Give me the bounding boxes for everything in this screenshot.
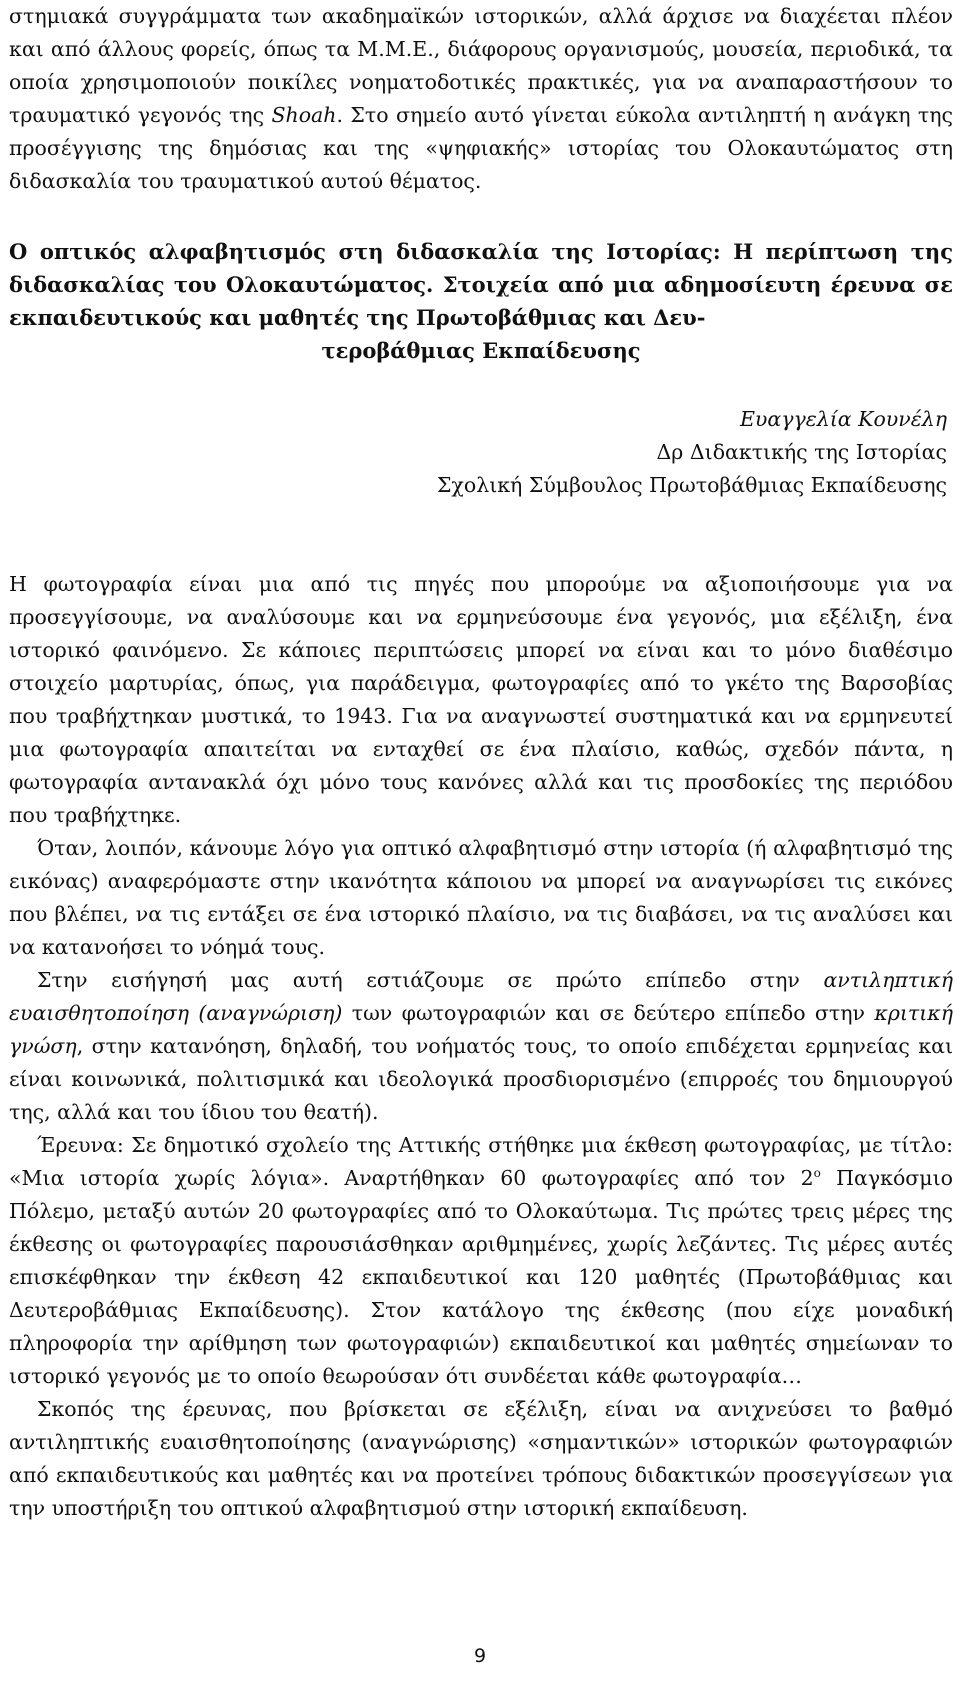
body-paragraph-5: Σκοπός της έρευνας, που βρίσκεται σε εξέλιξη, είναι να ανιχνεύσει το βαθμό αντιληπτικής ευαισθητοποίησης (αναγνώρισης) «σημαντικών» ιστορικών φωτογραφιών από εκπαιδευτικούς και μαθητές και να προτείνει τρόπους διδακτικών προσεγγίσεων για την υποστήριξη του οπτικού αλφαβητισμού στην ιστορική εκπαίδευση. [9,1397,953,1520]
heading-last-line: τεροβάθμιας Εκπαίδευσης [321,338,641,363]
body-paragraph-3 [9,964,953,1129]
intro-text-1: στημιακά συγγράμματα των ακαδημαϊκών ιστορικών, αλλά άρχισε να διαχέεται πλέον και από άλλους φορείς, όπως τα Μ.Μ.Ε., διάφορους οργανισμούς, μουσεία, περιοδικά, τα οποία χρησιμοποιούν ποικίλες νοηματοδοτικές πρακτικές, για να αναπαραστήσουν το τραυματικό γεγονός της [9,4,953,127]
intro-shoah-term: Shoah [271,103,337,127]
p3-text-3: , στην κατανόηση, δηλαδή, του νοήματός τους, το οποίο επιδέχεται ερμηνείας και είναι κοινωνικά, πολιτισμικά και ιδεολογικά προσδιορισμένο (επιρροές του δημιουργού της, αλλά και του ίδιου του θεατή). [9,1034,953,1124]
p4-superscript: ο [813,1166,821,1181]
author-role: Σχολική Σύμβουλος Πρωτοβάθμιας Εκπαίδευσης [436,473,947,497]
p4-text-1: Έρευνα: Σε δημοτικό σχολείο της Αττικής στήθηκε μια έκθεση φωτογραφίας, με τίτλο: «Μια ιστορία χωρίς λόγια». Αναρτήθηκαν 60 φωτογραφίες από τον 2 [9,1133,953,1190]
p3-emphasis-2: κριτική γνώση [9,1001,954,1058]
section-heading [9,235,953,367]
body-paragraph-4 [9,1129,953,1393]
author-title: Δρ Διδακτικής της Ιστορίας [656,440,947,464]
p3-text-2: των φωτογραφιών και σε δεύτερο επίπεδο στην [342,1001,875,1025]
author-block [9,403,953,502]
body-paragraph-2: Όταν, λοιπόν, κάνουμε λόγο για οπτικό αλφαβητισμό στην ιστορία (ή αλφαβητισμό της εικόνας) αναφερόμαστε στην ικανότητα κάποιου να μπορεί να αναγνωρίσει τις εικόνες που βλέπει, να τις εντάξει σε ένα ιστορικό πλαίσιο, να τις διαβάσει, να τις αναλύσει και να κατανοήσει το νόημά τους. [9,836,953,959]
body-paragraph-1: Η φωτογραφία είναι μια από τις πηγές που μπορούμε να αξιοποιήσουμε για να προσεγγίσουμε, να αναλύσουμε και να ερμηνεύσουμε ένα γεγονός, μια εξέλιξη, ένα ιστορικό φαινόμενο. Σε κάποιες περιπτώσεις μπορεί να είναι και το μόνο διαθέσιμο στοιχείο μαρτυρίας, όπως, για παράδειγμα, φωτογραφίες από το γκέτο της Βαρσοβίας που τραβήχτηκαν μυστικά, το 1943. Για να αναγνωστεί συστηματικά και να ερμηνευτεί μια φωτογραφία απαιτείται να ενταχθεί σε ένα πλαίσιο, καθώς, σχεδόν πάντα, η φωτογραφία αντανακλά όχι μόνο τους κανόνες αλλά και τις προσδοκίες της περιόδου που τραβήχτηκε. [9,572,953,827]
intro-text-2: . Στο σημείο αυτό γίνεται εύκολα αντιληπτή η ανάγκη της προσέγγισης της δημόσιας και της «ψηφιακής» ιστορίας του Ολοκαυτώματος στη διδασκαλία του τραυματικού αυτού θέματος. [9,103,953,193]
document-page [9,0,953,1525]
p4-text-2: Παγκόσμιο Πόλεμο, μεταξύ αυτών 20 φωτογραφίες από το Ολοκαύτωμα. Τις πρώτες τρεις μέρες της έκθεσης οι φωτογραφίες παρουσιάσθηκαν αριθμημένες, χωρίς λεζάντες. Τις μέρες αυτές επισκέφθηκαν την έκθεση 42 εκπαιδευτικοί και 120 μαθητές (Πρωτοβάθμιας και Δευτεροβάθμιας Εκπαίδευσης). Στον κατάλογο της έκθεσης (που είχε μοναδική πληροφορία την αρίθμηση των φωτογραφιών) εκπαιδευτικοί και μαθητές σημείωναν το ιστορικό γεγονός με το οποίο θεωρούσαν ότι συνδέεται κάθε φωτογραφία… [9,1166,953,1388]
intro-paragraph [9,0,953,198]
heading-main-text: Ο οπτικός αλφαβητισμός στη διδασκαλία της Ιστορίας: Η περίπτωση της διδασκαλίας του Ολοκαυτώματος. Στοιχεία από μια αδημοσίευτη έρευνα σε εκπαιδευτικούς και μαθητές της Πρωτοβάθμιας και Δευ- [9,239,953,330]
author-name: Ευαγγελία Κουνέλη [739,407,947,431]
p3-emphasis-1: αντιληπτική ευαισθητοποίηση (αναγνώριση) [9,968,953,1025]
p3-text-1: Στην εισήγησή μας αυτή εστιάζουμε σε πρώτο επίπεδο στην [37,968,824,992]
page-number: 9 [473,1645,487,1667]
